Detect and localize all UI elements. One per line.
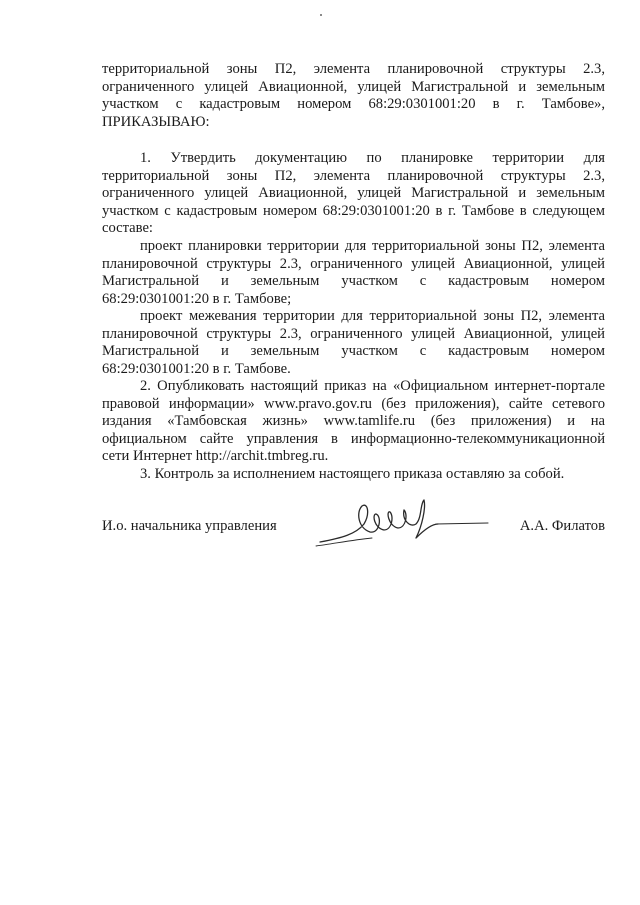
scan-speck bbox=[320, 14, 322, 16]
handwritten-signature bbox=[312, 494, 492, 550]
preamble bbox=[102, 61, 605, 131]
subitem-survey-line: проект межевания территории для территориальной зоны П2, элемента bbox=[140, 308, 605, 324]
item-2 bbox=[102, 378, 605, 466]
preamble-line: территориальной зоны П2, элемента планировочной структуры 2.3, bbox=[102, 61, 605, 77]
preamble-line: участком с кадастровым номером 68:29:0301001:20 в г. Тамбове», bbox=[102, 96, 605, 113]
item-2-line: официальном сайте управления в информационно-телекоммуникационной bbox=[102, 430, 605, 447]
subitem-planning-line: 68:29:0301001:20 в г. Тамбове; bbox=[102, 290, 292, 307]
item-1-line: составе: bbox=[102, 220, 153, 237]
subitem-survey-line: 68:29:0301001:20 в г. Тамбове. bbox=[102, 360, 291, 377]
signatory-position: И.о. начальника управления bbox=[102, 518, 277, 534]
item-2-line: сети Интернет http://archit.tmbreg.ru. bbox=[102, 448, 329, 465]
item-1-line: ограниченного улицей Авиационной, улицей Магистральной и земельным bbox=[102, 185, 605, 202]
subitem-planning-line: планировочной структуры 2.3, ограниченного улицей Авиационной, улицей bbox=[102, 255, 605, 272]
item-1-line: 1. Утвердить документацию по планировке территории для bbox=[140, 150, 605, 166]
subitem-survey-line: Магистральной и земельным участком с кадастровым номером bbox=[102, 343, 605, 360]
preamble-line: ограниченного улицей Авиационной, улицей Магистральной и земельным bbox=[102, 78, 605, 95]
signature-block bbox=[102, 512, 605, 552]
item-1 bbox=[102, 150, 605, 238]
subitem-planning-line: Магистральной и земельным участком с кадастровым номером bbox=[102, 273, 605, 290]
item-2-line: издания «Тамбовская жизнь» www.tamlife.ru (без приложения) и на bbox=[102, 413, 605, 430]
item-1-line: участком с кадастровым номером 68:29:0301001:20 в г. Тамбове в следующем bbox=[102, 202, 605, 219]
subitem-planning-line: проект планировки территории для территориальной зоны П2, элемента bbox=[140, 238, 605, 254]
item-3 bbox=[102, 466, 605, 484]
order-word: ПРИКАЗЫВАЮ: bbox=[102, 113, 210, 130]
subitem-planning bbox=[102, 238, 605, 308]
item-3-line: 3. Контроль за исполнением настоящего приказа оставляю за собой. bbox=[140, 466, 565, 482]
signatory-name: А.А. Филатов bbox=[519, 518, 605, 534]
subitem-survey-line: планировочной структуры 2.3, ограниченного улицей Авиационной, улицей bbox=[102, 325, 605, 342]
item-2-line: 2. Опубликовать настоящий приказ на «Официальном интернет-портале bbox=[140, 378, 605, 394]
item-2-line: правовой информации» www.pravo.gov.ru (без приложения), сайте сетевого bbox=[102, 395, 605, 412]
item-1-line: территориальной зоны П2, элемента планировочной структуры 2.3, bbox=[102, 167, 605, 184]
subitem-survey bbox=[102, 308, 605, 378]
